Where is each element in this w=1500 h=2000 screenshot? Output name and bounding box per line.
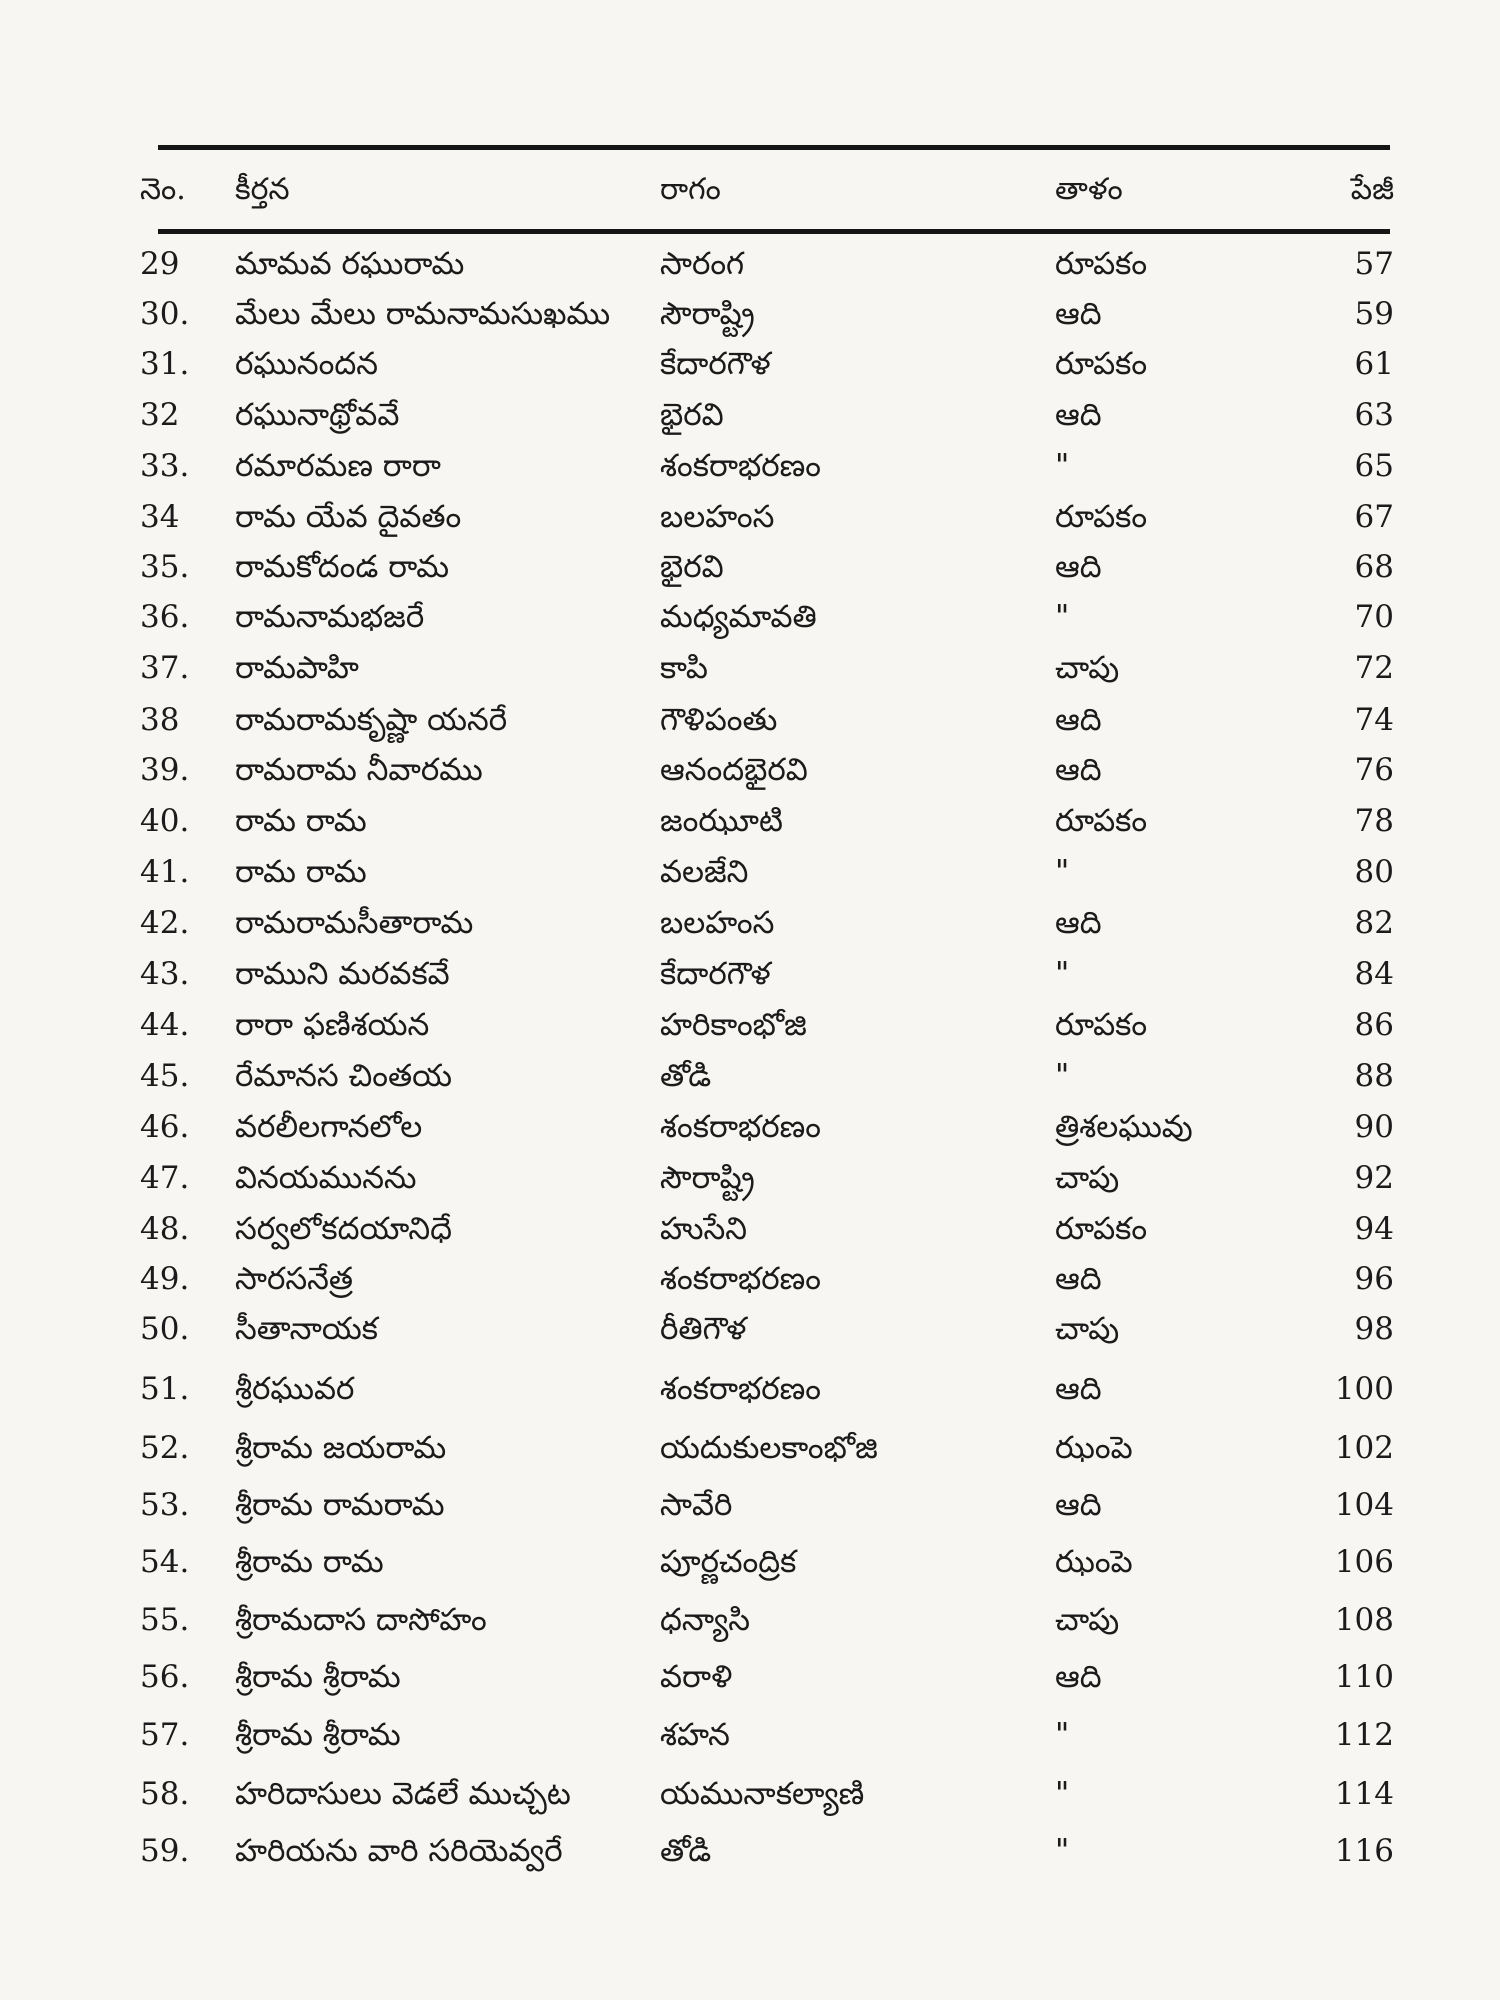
kirtana-name: శ్రీరామ శ్రీరామ bbox=[235, 1717, 401, 1753]
kirtana-name: సారసనేత్ర bbox=[235, 1261, 353, 1297]
page-number: 100 bbox=[1334, 1371, 1394, 1407]
talam-name: ఆది bbox=[1055, 752, 1102, 788]
ragam-name: జంఝూటి bbox=[660, 803, 783, 839]
ragam-name: శంకరాభరణం bbox=[660, 1109, 821, 1145]
ragam-name: పూర్ణచంద్రిక bbox=[660, 1544, 797, 1580]
ragam-name: శంకరాభరణం bbox=[660, 1371, 821, 1407]
ragam-name: బలహంస bbox=[660, 499, 775, 535]
ragam-name: సౌరాష్ట్రి bbox=[660, 1160, 755, 1196]
header-rule bbox=[158, 229, 1390, 234]
page-number: 70 bbox=[1354, 599, 1394, 635]
page-number: 67 bbox=[1354, 499, 1394, 535]
talam-name: ఆది bbox=[1055, 549, 1102, 585]
row-number: 39. bbox=[140, 752, 190, 788]
ragam-name: సారంగ bbox=[660, 246, 745, 282]
page-number: 63 bbox=[1354, 397, 1394, 433]
talam-name: ఆది bbox=[1055, 905, 1102, 941]
ragam-name: యదుకులకాంభోజి bbox=[660, 1430, 878, 1466]
ragam-name: తోడి bbox=[660, 1058, 712, 1094]
talam-name: ఆది bbox=[1055, 1659, 1102, 1695]
row-number: 35. bbox=[140, 549, 190, 585]
talam-name: ఆది bbox=[1055, 702, 1102, 738]
kirtana-name: హరియను వారి సరియెవ్వరే bbox=[235, 1833, 563, 1869]
row-number: 53. bbox=[140, 1487, 190, 1523]
ragam-name: మధ్యమావతి bbox=[660, 599, 817, 635]
page-number: 98 bbox=[1354, 1311, 1394, 1347]
ragam-name: శహన bbox=[660, 1717, 730, 1753]
talam-name: చాపు bbox=[1055, 1602, 1120, 1638]
kirtana-name: శ్రీరామ శ్రీరామ bbox=[235, 1659, 401, 1695]
talam-name: ఝంపె bbox=[1055, 1544, 1133, 1580]
page-number: 74 bbox=[1354, 702, 1394, 738]
page-number: 88 bbox=[1354, 1058, 1394, 1094]
talam-name: రూపకం bbox=[1055, 346, 1148, 382]
row-number: 49. bbox=[140, 1261, 190, 1297]
talam-name: " bbox=[1055, 448, 1070, 484]
row-number: 41. bbox=[140, 854, 190, 890]
kirtana-name: శ్రీరామ రామ bbox=[235, 1544, 384, 1580]
top-rule bbox=[158, 145, 1390, 150]
kirtana-name: మామవ రఘురామ bbox=[235, 246, 465, 282]
page-number: 57 bbox=[1354, 246, 1394, 282]
row-number: 33. bbox=[140, 448, 190, 484]
row-number: 47. bbox=[140, 1160, 190, 1196]
row-number: 51. bbox=[140, 1371, 190, 1407]
ragam-name: రీతిగౌళ bbox=[660, 1311, 747, 1347]
page-number: 96 bbox=[1354, 1261, 1394, 1297]
ragam-name: భైరవి bbox=[660, 549, 724, 585]
page-number: 72 bbox=[1354, 650, 1394, 686]
page-number: 61 bbox=[1354, 346, 1394, 382]
talam-name: " bbox=[1055, 956, 1070, 992]
row-number: 50. bbox=[140, 1311, 190, 1347]
page-number: 90 bbox=[1354, 1109, 1394, 1145]
row-number: 59. bbox=[140, 1833, 190, 1869]
ragam-name: ఆనందభైరవి bbox=[660, 752, 808, 788]
kirtana-name: రామనామభజరే bbox=[235, 599, 425, 635]
row-number: 37. bbox=[140, 650, 190, 686]
row-number: 32 bbox=[140, 397, 180, 433]
kirtana-name: వరలీలగానలోల bbox=[235, 1109, 423, 1145]
talam-name: " bbox=[1055, 854, 1070, 890]
row-number: 36. bbox=[140, 599, 190, 635]
ragam-name: కేదారగౌళ bbox=[660, 956, 771, 992]
row-number: 42. bbox=[140, 905, 190, 941]
page-number: 108 bbox=[1334, 1602, 1394, 1638]
header-ragam: రాగం bbox=[660, 172, 721, 207]
talam-name: త్రిశలఘువు bbox=[1055, 1109, 1193, 1145]
ragam-name: భైరవి bbox=[660, 397, 724, 433]
row-number: 30. bbox=[140, 296, 190, 332]
talam-name: రూపకం bbox=[1055, 803, 1148, 839]
ragam-name: వరాళి bbox=[660, 1659, 733, 1695]
row-number: 48. bbox=[140, 1211, 190, 1247]
kirtana-name: రామ రామ bbox=[235, 854, 367, 890]
ragam-name: బలహంస bbox=[660, 905, 775, 941]
page-number: 84 bbox=[1354, 956, 1394, 992]
page-number: 92 bbox=[1354, 1160, 1394, 1196]
page-number: 80 bbox=[1354, 854, 1394, 890]
header-talam: తాళం bbox=[1055, 172, 1123, 207]
row-number: 56. bbox=[140, 1659, 190, 1695]
kirtana-name: హరిదాసులు వెడలే ముచ్చట bbox=[235, 1776, 571, 1812]
talam-name: రూపకం bbox=[1055, 499, 1148, 535]
row-number: 46. bbox=[140, 1109, 190, 1145]
row-number: 40. bbox=[140, 803, 190, 839]
page-number: 104 bbox=[1334, 1487, 1394, 1523]
page-number: 102 bbox=[1334, 1430, 1394, 1466]
ragam-name: తోడి bbox=[660, 1833, 712, 1869]
talam-name: " bbox=[1055, 1717, 1070, 1753]
kirtana-name: వినయమునను bbox=[235, 1160, 417, 1196]
row-number: 43. bbox=[140, 956, 190, 992]
page-number: 78 bbox=[1354, 803, 1394, 839]
talam-name: చాపు bbox=[1055, 1160, 1120, 1196]
ragam-name: సౌరాష్ట్రి bbox=[660, 296, 755, 332]
page-number: 59 bbox=[1354, 296, 1394, 332]
page-number: 76 bbox=[1354, 752, 1394, 788]
talam-name: రూపకం bbox=[1055, 1211, 1148, 1247]
ragam-name: సావేరి bbox=[660, 1487, 733, 1523]
row-number: 52. bbox=[140, 1430, 190, 1466]
kirtana-name: రామరామసీతారామ bbox=[235, 905, 474, 941]
kirtana-name: రఘునందన bbox=[235, 346, 379, 382]
kirtana-name: సర్వలోకదయానిధే bbox=[235, 1211, 452, 1247]
kirtana-name: రాముని మరవకవే bbox=[235, 956, 450, 992]
talam-name: " bbox=[1055, 599, 1070, 635]
ragam-name: హుసేని bbox=[660, 1211, 748, 1247]
kirtana-name: మేలు మేలు రామనామసుఖము bbox=[235, 296, 611, 332]
row-number: 31. bbox=[140, 346, 190, 382]
kirtana-name: రామ యేవ దైవతం bbox=[235, 499, 462, 535]
header-no: నెం. bbox=[140, 172, 186, 207]
row-number: 58. bbox=[140, 1776, 190, 1812]
page-number: 94 bbox=[1354, 1211, 1394, 1247]
page-number: 114 bbox=[1334, 1776, 1394, 1812]
talam-name: " bbox=[1055, 1833, 1070, 1869]
row-number: 57. bbox=[140, 1717, 190, 1753]
kirtana-name: రఘునాథ్రోవవే bbox=[235, 397, 400, 433]
row-number: 29 bbox=[140, 246, 180, 282]
talam-name: రూపకం bbox=[1055, 246, 1148, 282]
talam-name: ఆది bbox=[1055, 1371, 1102, 1407]
talam-name: ఆది bbox=[1055, 296, 1102, 332]
kirtana-name: రామరామకృష్ణా యనరే bbox=[235, 702, 508, 738]
kirtana-name: రామపాహి bbox=[235, 650, 359, 686]
page-number: 112 bbox=[1334, 1717, 1394, 1753]
row-number: 55. bbox=[140, 1602, 190, 1638]
kirtana-name: శ్రీరామ రామరామ bbox=[235, 1487, 445, 1523]
row-number: 44. bbox=[140, 1007, 190, 1043]
talam-name: ఆది bbox=[1055, 1487, 1102, 1523]
page-number: 65 bbox=[1354, 448, 1394, 484]
talam-name: ఆది bbox=[1055, 397, 1102, 433]
kirtana-name: రేమానస చింతయ bbox=[235, 1058, 452, 1094]
kirtana-name: సీతానాయక bbox=[235, 1311, 378, 1347]
row-number: 45. bbox=[140, 1058, 190, 1094]
ragam-name: కాపి bbox=[660, 650, 708, 686]
row-number: 38 bbox=[140, 702, 180, 738]
kirtana-name: రమారమణ రారా bbox=[235, 448, 441, 484]
ragam-name: శంకరాభరణం bbox=[660, 1261, 821, 1297]
header-page: పేజీ bbox=[1350, 172, 1394, 207]
page-number: 86 bbox=[1354, 1007, 1394, 1043]
talam-name: " bbox=[1055, 1776, 1070, 1812]
ragam-name: వలజేని bbox=[660, 854, 749, 890]
row-number: 34 bbox=[140, 499, 180, 535]
talam-name: రూపకం bbox=[1055, 1007, 1148, 1043]
row-number: 54. bbox=[140, 1544, 190, 1580]
kirtana-name: శ్రీరామ జయరామ bbox=[235, 1430, 447, 1466]
talam-name: ఝంపె bbox=[1055, 1430, 1133, 1466]
page-number: 68 bbox=[1354, 549, 1394, 585]
ragam-name: యమునాకల్యాణి bbox=[660, 1776, 865, 1812]
talam-name: చాపు bbox=[1055, 650, 1120, 686]
kirtana-name: రారా ఫణిశయన bbox=[235, 1007, 430, 1043]
kirtana-name: రామ రామ bbox=[235, 803, 367, 839]
page-number: 106 bbox=[1334, 1544, 1394, 1580]
page-number: 116 bbox=[1334, 1833, 1394, 1869]
header-kirtana: కీర్తన bbox=[235, 172, 290, 207]
kirtana-name: శ్రీరామదాస దాసోహం bbox=[235, 1602, 487, 1638]
kirtana-name: రామకోదండ రామ bbox=[235, 549, 450, 585]
kirtana-name: శ్రీరఘువర bbox=[235, 1371, 355, 1407]
talam-name: ఆది bbox=[1055, 1261, 1102, 1297]
page-number: 110 bbox=[1334, 1659, 1394, 1695]
kirtana-name: రామరామ నీవారము bbox=[235, 752, 483, 788]
page-number: 82 bbox=[1354, 905, 1394, 941]
ragam-name: ధన్యాసి bbox=[660, 1602, 751, 1638]
ragam-name: శంకరాభరణం bbox=[660, 448, 821, 484]
ragam-name: గౌళిపంతు bbox=[660, 702, 778, 738]
talam-name: " bbox=[1055, 1058, 1070, 1094]
ragam-name: హరికాంభోజి bbox=[660, 1007, 807, 1043]
ragam-name: కేదారగౌళ bbox=[660, 346, 771, 382]
talam-name: చాపు bbox=[1055, 1311, 1120, 1347]
